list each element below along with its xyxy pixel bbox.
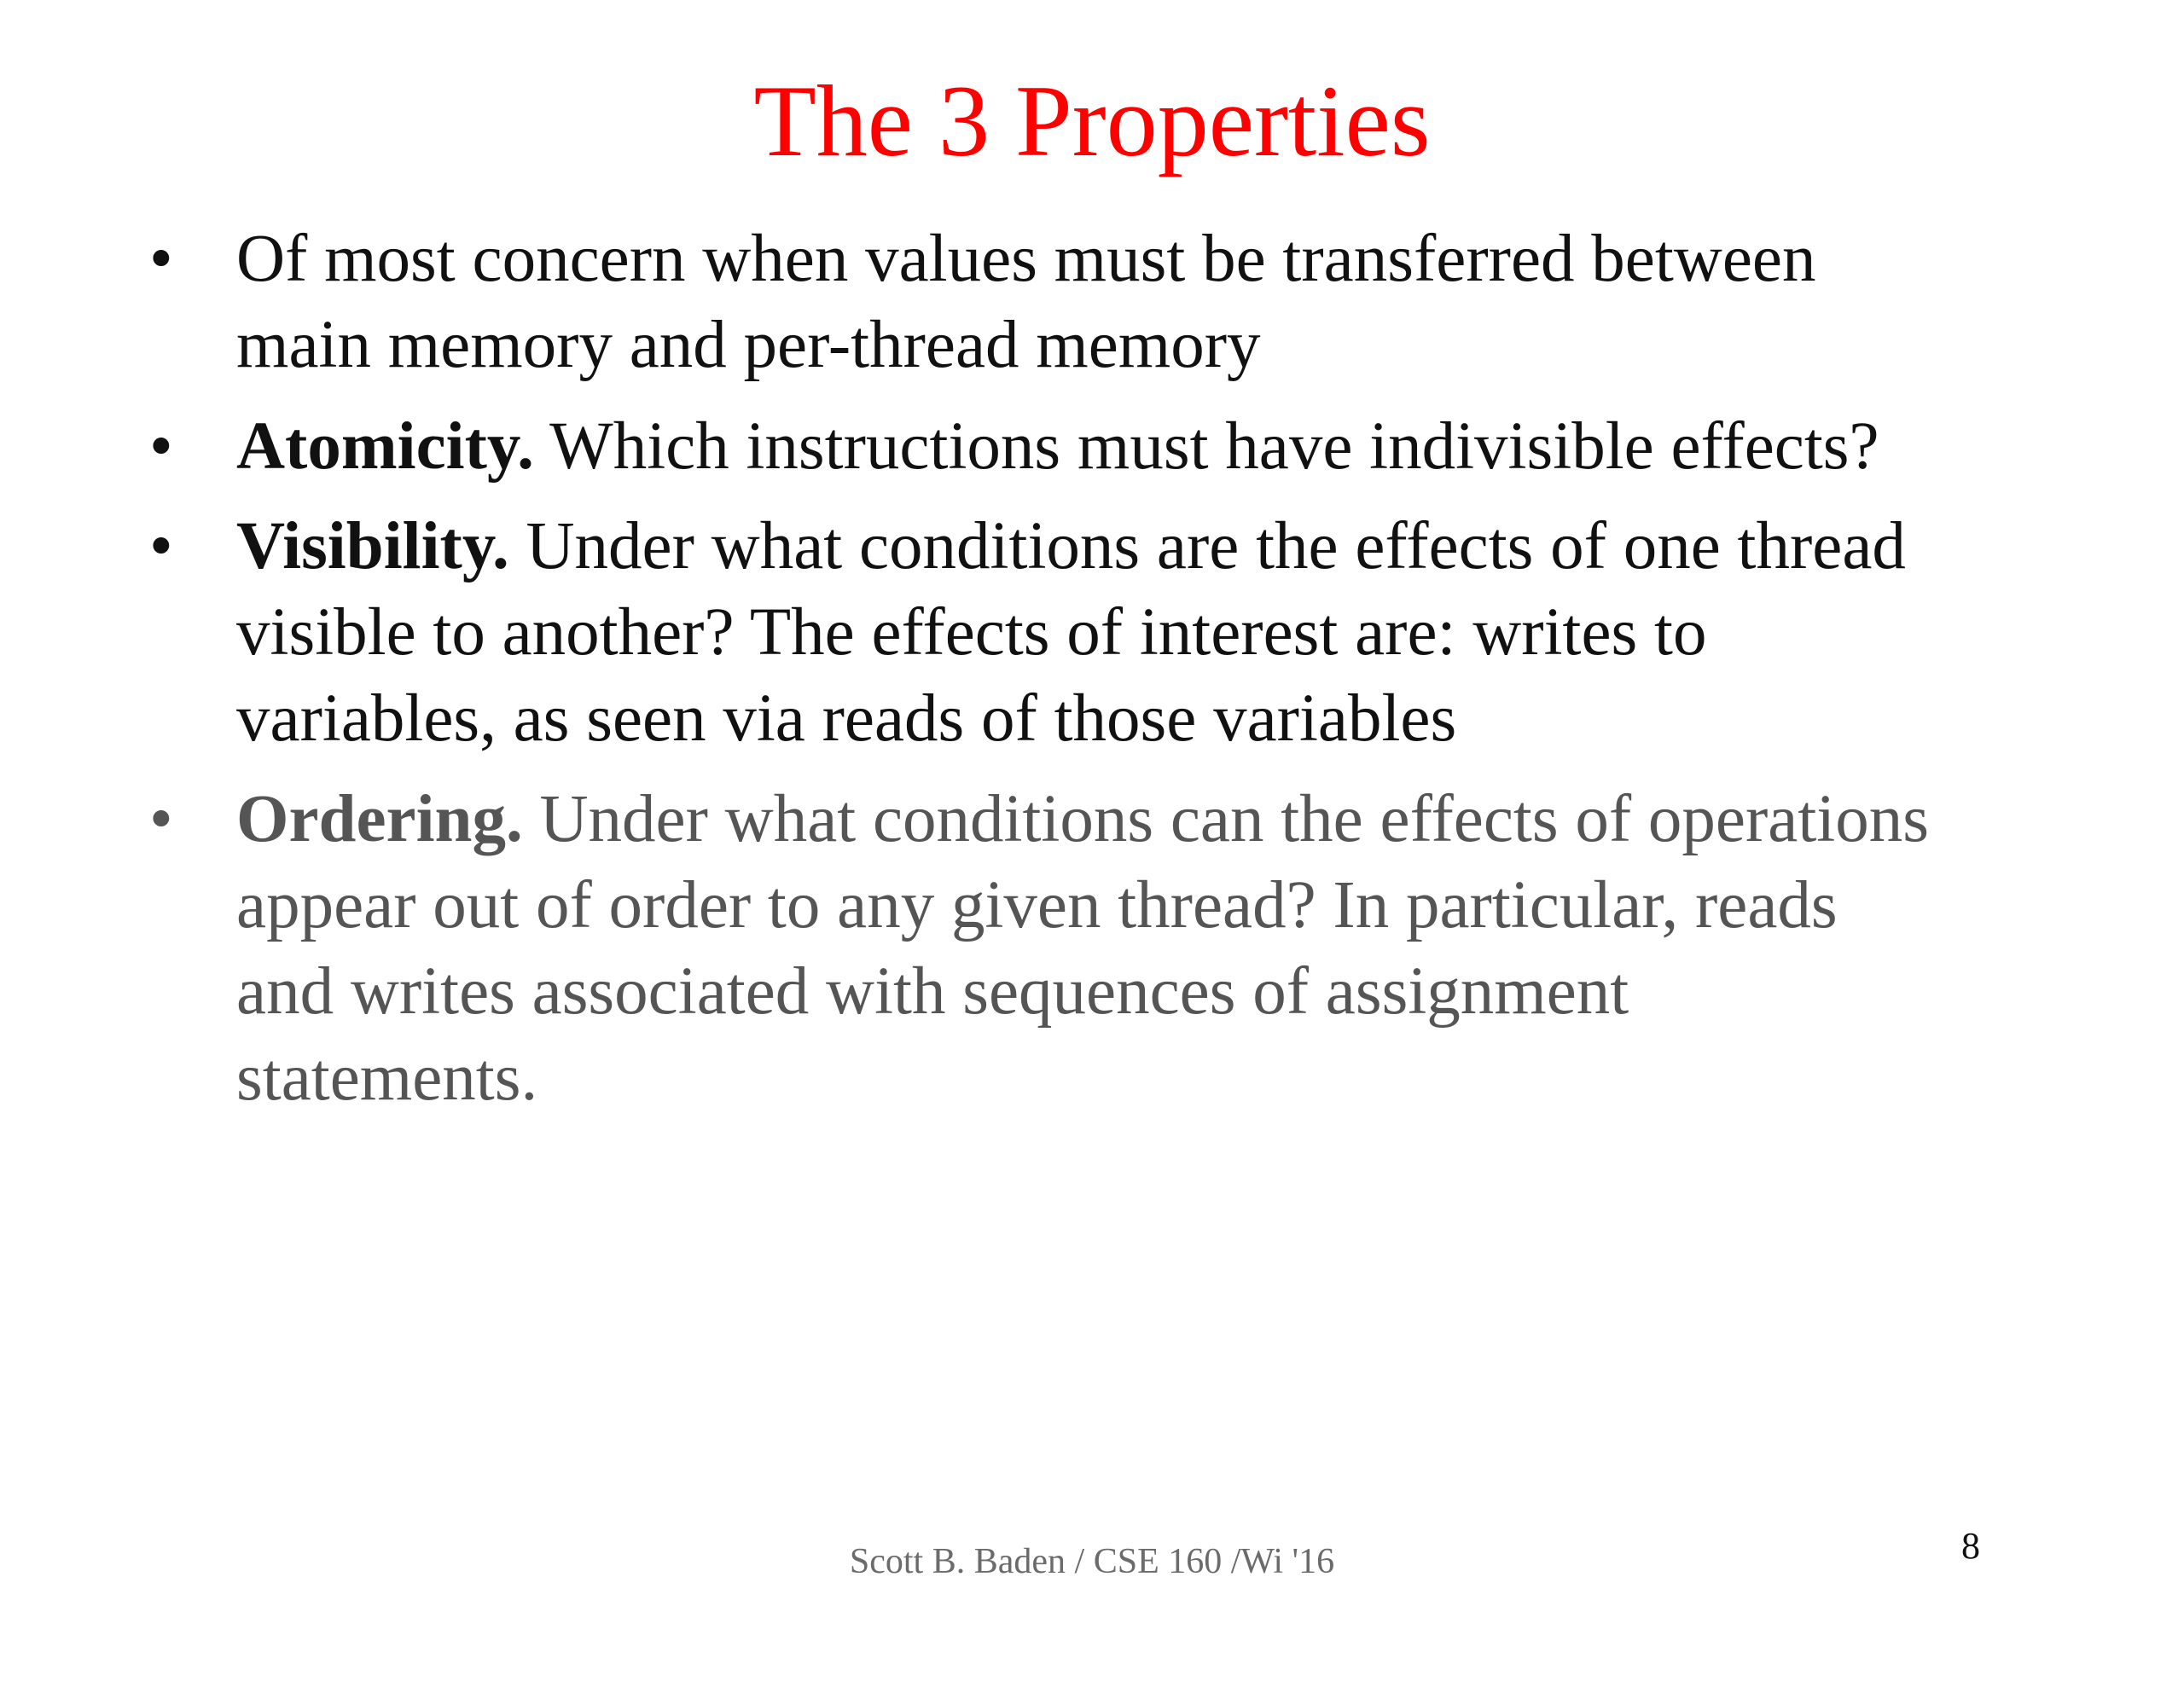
bullet-text [236,776,2147,1121]
bullet-line [236,503,2147,589]
bullet-marker: • [149,509,173,583]
bullet-marker: • [149,409,173,484]
bullet-line-text: Which instructions must have indivisible effects? [533,409,1879,484]
bullet-line: statements. [236,1041,538,1115]
bullet-lead-term: Atomicity. [236,409,534,484]
bullet-line [236,776,2147,862]
bullet-line: main memory and per-thread memory [236,308,1261,382]
bullet-line: and writes associated with sequences of assignment [236,954,1629,1029]
bullet-line: Of most concern when values must be transferred between [236,222,1816,296]
bullet-line: variables, as seen via reads of those variables [236,681,1457,756]
bullet-line: visible to another? The effects of interest are: writes to [236,595,1707,670]
bullet-text [236,403,2147,490]
bullet-lead-term: Visibility. [236,509,509,583]
bullet-text [236,216,2147,388]
bullet-lead-term: Ordering. [236,782,523,856]
bullet-line [236,403,2147,490]
slide-footer: Scott B. Baden / CSE 160 /Wi '16 [849,1542,1335,1581]
bullet-marker: • [149,782,173,856]
page-number: 8 [1961,1525,1980,1567]
bullet-marker: • [149,222,173,296]
bullet-line: appear out of order to any given thread? In particular, reads [236,868,1838,942]
bullet-line-text: Under what conditions are the effects of one thread [508,509,1906,583]
bullet-line-text: Under what conditions can the effects of operations [522,782,1929,856]
slide-title: The 3 Properties [753,64,1431,177]
bullet-text [236,503,2147,762]
